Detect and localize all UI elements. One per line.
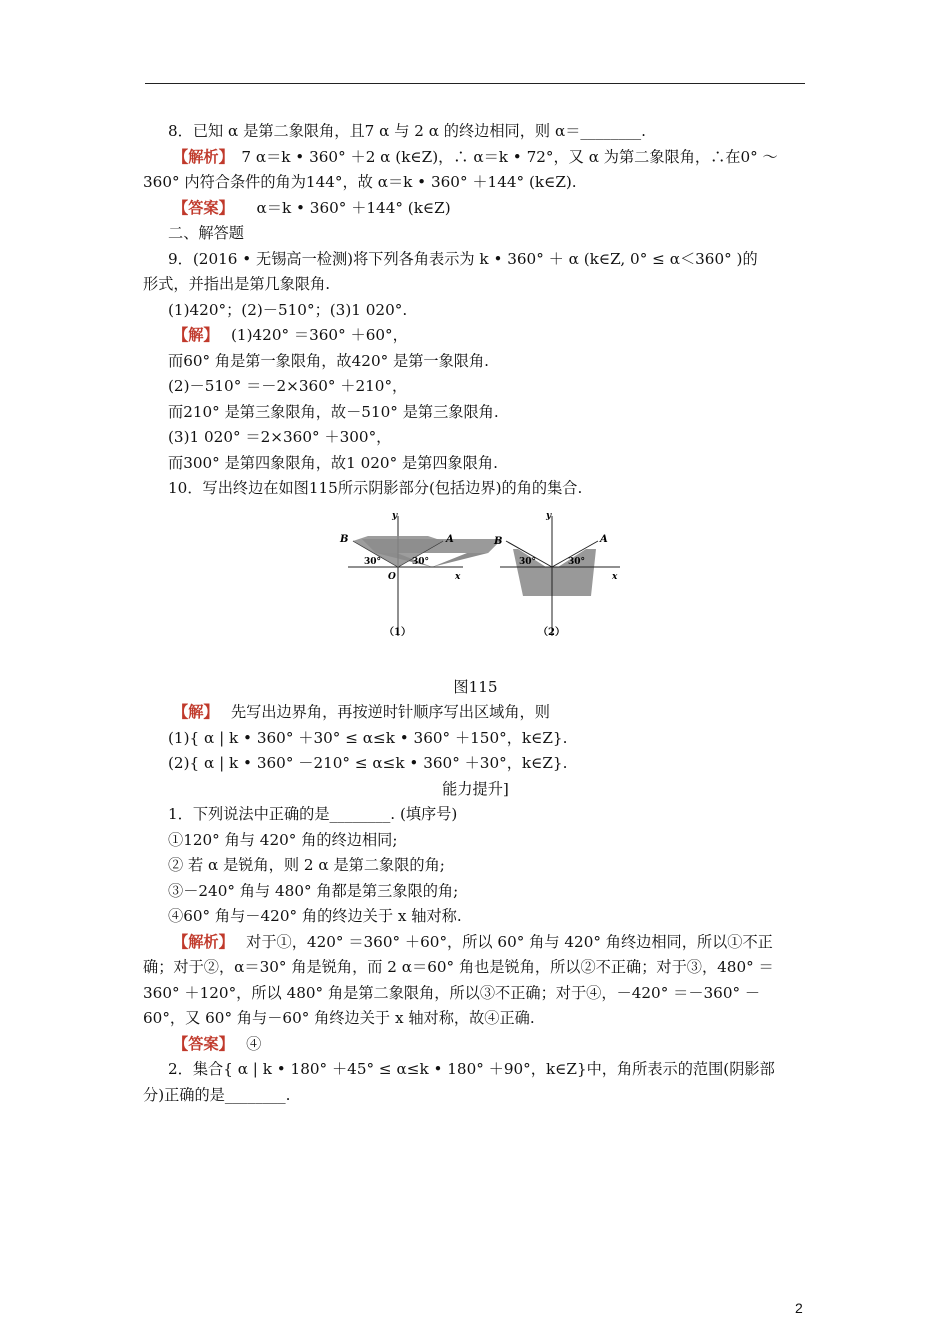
question-9-items: (1)420°；(2)－510°；(3)1 020°. [168,300,408,319]
figure-caption: 图115 [453,677,498,696]
label-sub-1: （1） [384,626,411,638]
solution-10 [143,700,808,726]
question-2: 2．集合{ α | k • 180° ＋45° ≤ α≤k • 180° ＋90°，k∈Z}中，角所表示的范围(阴影部 [168,1060,775,1078]
question-10: 10．写出终边在如图115所示阴影部分(包括边界)的角的集合. [168,479,583,497]
analysis-8 [143,145,808,171]
question-8: 8．已知 α 是第二象限角，且7 α 与 2 α 的终边相同，则 α＝________. [168,122,646,140]
label-angle-left-1: 30° [364,556,382,567]
question-9: 9．(2016 • 无锡高一检测)将下列各角表示为 k • 360° ＋ α (k∈Z, 0° ≤ α＜360° )的 [168,249,758,268]
solution-9-1 [143,323,808,349]
answer-tag: 【答案】 [173,198,227,217]
label-x-2: x [612,571,618,582]
solution-9-6: 而300° 是第四象限角，故1 020° 是第四象限角. [168,453,498,472]
solution-9-1-text: (1)420° ＝360° ＋60°， [230,326,408,344]
answer-8-text: α＝k • 360° ＋144° (k∈Z) [256,198,451,217]
answer-8 [143,196,808,222]
label-x-1: x [455,571,461,582]
label-sub-2: （2） [538,626,565,638]
solution-9-5: (3)1 020° ＝2×360° ＋300°， [168,428,392,446]
label-y-1: y [392,510,398,521]
label-o-1: O [388,571,396,582]
option-1: ①120° 角与 420° 角的终边相同; [168,830,398,849]
analysis-8-text: 7 α＝k • 360° ＋2 α (k∈Z)，∴ α＝k • 72°，又 α 为第二象限角，∴在0° ～ [241,147,778,166]
answer-1 [143,1032,808,1058]
angle-diagram [328,508,628,643]
page-content [143,119,808,1108]
solution-10-text: 先写出边界角，再按逆时针顺序写出区域角，则 [230,703,550,721]
label-a-2: A [600,533,608,545]
question-9-cont: 形式，并指出是第几象限角. [143,275,331,293]
analysis-tag: 【解析】 [173,147,227,166]
page-number: 2 [795,1300,803,1316]
analysis-1-cont-3: 60°，又 60° 角与－60° 角终边关于 x 轴对称，故④正确. [143,1009,535,1027]
analysis-1 [143,930,808,956]
analysis-tag: 【解析】 [173,932,227,951]
label-b-1: B [340,533,349,545]
answer-1-text: ④ [246,1034,262,1053]
label-angle-left-2: 30° [519,556,537,567]
label-a-1: A [446,533,454,545]
solution-9-3: (2)－510° ＝－2×360° ＋210°， [168,377,408,395]
option-2: ② 若 α 是锐角，则 2 α 是第二象限的角; [168,856,445,874]
analysis-8-cont: 360° 内符合条件的角为144°，故 α＝k • 360° ＋144° (k∈Z). [143,173,577,191]
label-angle-right-1: 30° [412,556,430,567]
label-angle-right-2: 30° [568,556,586,567]
analysis-1-cont-2: 360° ＋120°，所以 480° 角是第二象限角，所以③不正确；对于④，－420° ＝－360° － [143,983,761,1002]
section-ability: 能力提升] [442,779,509,798]
question-1: 1．下列说法中正确的是________. (填序号) [168,805,458,823]
option-3: ③－240° 角与 480° 角都是第三象限的角; [168,881,459,900]
solution-tag: 【解】 [173,703,211,721]
solution-tag: 【解】 [173,326,211,344]
solution-10-1: (1){ α | k • 360° ＋30° ≤ α≤k • 360° ＋150°，k∈Z}. [168,728,568,747]
question-2-cont: 分)正确的是________. [143,1085,291,1104]
label-b-2: B [494,535,503,547]
option-4: ④60° 角与－420° 角的终边关于 x 轴对称. [168,907,462,925]
figure-115 [143,508,808,673]
solution-9-2: 而60° 角是第一象限角，故420° 是第一象限角. [168,351,489,370]
analysis-1-text: 对于①，420° ＝360° ＋60°，所以 60° 角与 420° 角终边相同，所以①不正 [246,932,773,951]
section-heading: 二、解答题 [168,224,244,242]
analysis-1-cont-1: 确；对于②，α＝30° 角是锐角，而 2 α＝60° 角也是锐角，所以②不正确；对于③，480° ＝ [143,958,774,976]
solution-9-4: 而210° 是第三象限角，故－510° 是第三象限角. [168,402,499,421]
header-rule [145,83,805,84]
solution-10-2: (2){ α | k • 360° －210° ≤ α≤k • 360° ＋30°，k∈Z}. [168,754,568,772]
answer-tag: 【答案】 [173,1034,227,1053]
label-y-2: y [546,510,552,521]
